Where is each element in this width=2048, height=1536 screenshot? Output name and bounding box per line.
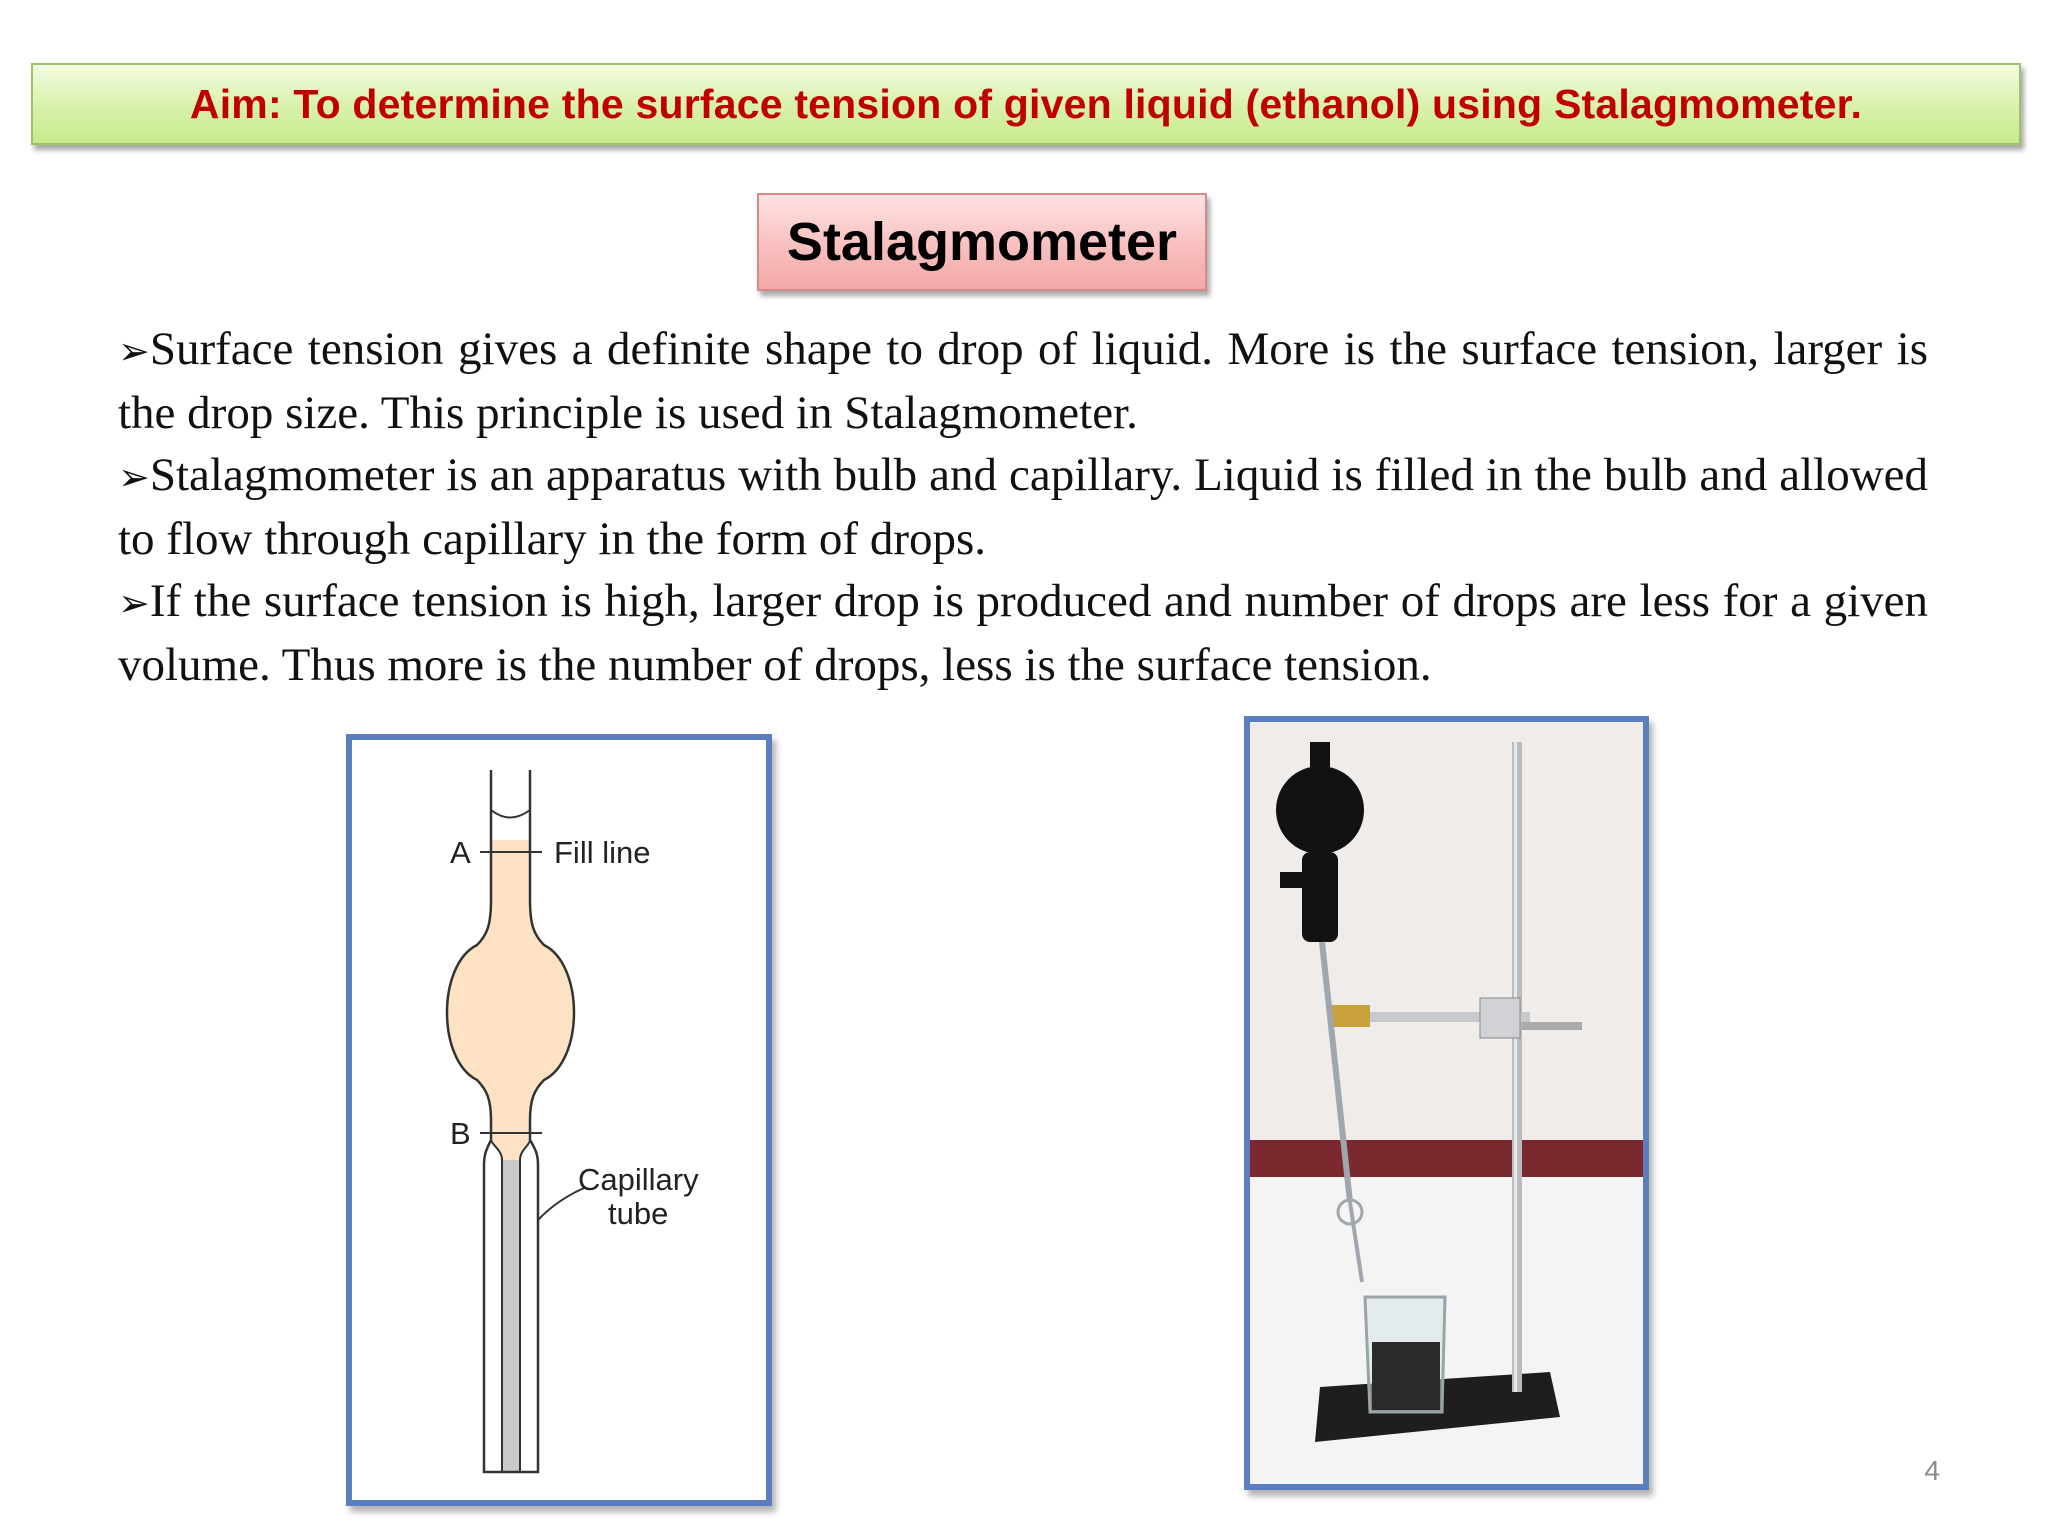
meniscus <box>491 810 530 818</box>
bullet-item-1 <box>118 318 1928 444</box>
label-fill-line: Fill line <box>554 835 651 870</box>
rubber-bulb <box>1276 766 1364 854</box>
page-number: 4 <box>1924 1455 1940 1486</box>
arrow-bullet-icon: ➢ <box>118 329 150 373</box>
bullet-item-3 <box>118 570 1928 696</box>
stalagmometer-diagram-frame <box>346 734 772 1506</box>
label-b: B <box>450 1116 471 1151</box>
capillary-bore <box>502 1160 520 1472</box>
bullet-text-1: Surface tension gives a definite shape to drop of liquid. More is the surface tension, larger is the drop size. This principle is used in Stalagmometer. <box>118 323 1928 439</box>
bullet-list <box>118 318 1928 696</box>
beaker-liquid <box>1372 1342 1440 1410</box>
clamp-holder <box>1480 998 1520 1038</box>
stalagmometer-diagram <box>352 740 766 1500</box>
label-a: A <box>450 835 471 870</box>
bullet-item-2 <box>118 444 1928 570</box>
arrow-bullet-icon: ➢ <box>118 455 150 499</box>
bullet-text-2: Stalagmometer is an apparatus with bulb and capillary. Liquid is filled in the bulb and allowed to flow through capillary in the form of drops. <box>118 449 1928 565</box>
apparatus-photo <box>1250 722 1643 1484</box>
label-tube: tube <box>608 1196 669 1231</box>
title-box <box>757 193 1207 291</box>
clamp-jaw <box>1328 1005 1370 1027</box>
aim-text: Aim: To determine the surface tension of given liquid (ethanol) using Stalagmometer. <box>189 80 1863 127</box>
photo-table <box>1250 1177 1643 1484</box>
slide-title: Stalagmometer <box>786 212 1178 272</box>
apparatus-photo-frame <box>1244 716 1649 1490</box>
bullet-text-3: If the surface tension is high, larger drop is produced and number of drops are less for a given volume. Thus more is the number of drops, less is the surface tension. <box>118 575 1928 691</box>
arrow-bullet-icon: ➢ <box>118 581 150 625</box>
aim-banner <box>31 63 2021 145</box>
photo-red-band <box>1250 1140 1643 1180</box>
label-capillary: Capillary <box>578 1162 699 1197</box>
